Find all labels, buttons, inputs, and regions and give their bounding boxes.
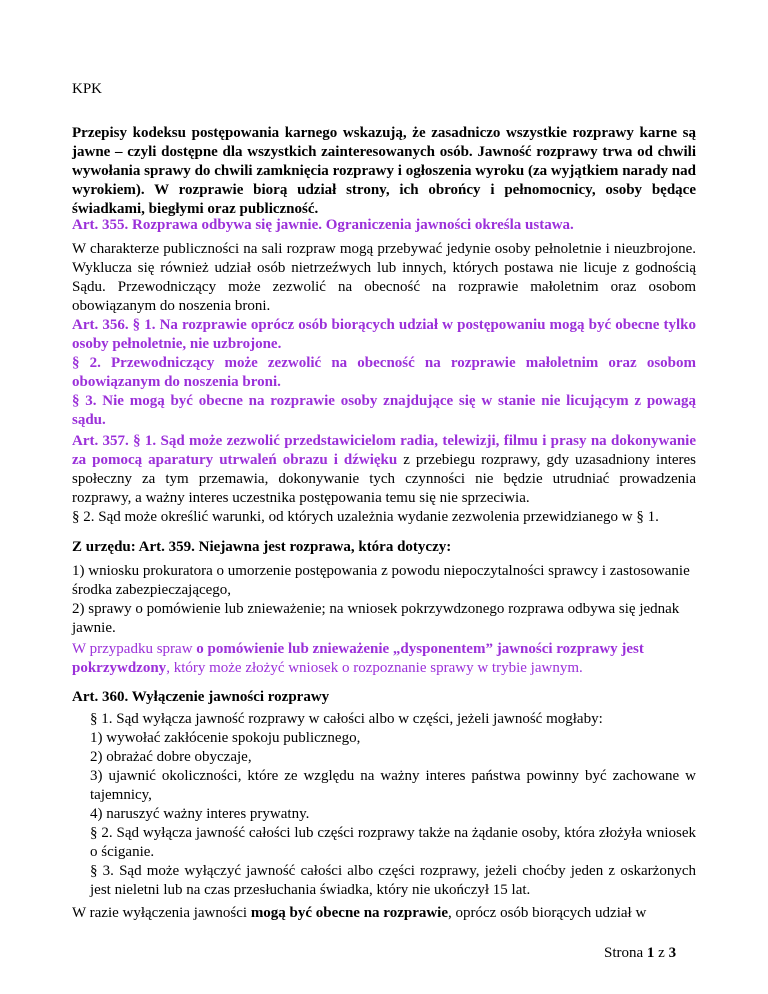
art-355-heading: Art. 355. Rozprawa odbywa się jawnie. Ograniczenia jawności określa ustawa. [72,217,574,233]
document-title: KPK [72,81,103,97]
art-360-body [90,710,696,900]
razie-paragraph [72,904,696,923]
page-current: 1 [646,945,655,961]
art-359-item-1: 1) wniosku prokuratora o umorzenie postępowania z powodu niepoczytalności sprawcy i zastosowanie środka zabezpieczającego, [72,563,690,598]
razie-pre: W razie wyłączenia jawności [72,905,251,921]
art-360-line: § 3. Sąd może wyłączyć jawność całości albo części rozprawy, jeżeli choćby jeden z oskarżonych jest nieletni lub na czas przesłuchania świadka, który nie ukończył 15 lat. [90,863,696,898]
art-355-description: W charakterze publiczności na sali rozpraw mogą przebywać jedynie osoby pełnoletnie i nieuzbrojone. Wyklucza się również udział osób nietrzeźwych lub innych, których postawa nie licuje z godnością Sądu. Przewodniczący może zezwolić na obecność na rozprawie małoletnim oraz osobom obowiązanym do noszenia broni. [72,241,696,314]
art-360-line: 1) wywołać zakłócenie spokoju publicznego, [90,730,361,746]
art-360-line: § 2. Sąd wyłącza jawność całości lub części rozprawy także na żądanie osoby, która złożyła wniosek o ściganie. [90,825,696,860]
art-360-line: § 1. Sąd wyłącza jawność rozprawy w całości albo w części, jeżeli jawność mogłaby: [90,711,603,727]
art-357-section [72,432,696,527]
art-356-par-2: § 2. Przewodniczący może zezwolić na obecność na rozprawie małoletnim oraz osobom obowiązanym do noszenia broni. [72,355,696,390]
art-360-line: 3) ujawnić okoliczności, które ze względu na ważny interes państwa powinny być zachowane w tajemnicy, [90,768,696,803]
art-356-par-3: § 3. Nie mogą być obecne na rozprawie osoby znajdujące się w stanie nie licującym z powagą sądu. [72,393,696,428]
art-360-line: 4) naruszyć ważny interes prywatny. [90,806,310,822]
przypadku-pre: W przypadku spraw [72,641,197,657]
przypadku-bold: o pomówienie lub znieważenie „dysponentem” jawności rozprawy jest pokrzywdzony [72,641,644,676]
page-total: 3 [668,945,677,961]
art-360-line: 2) obrażać dobre obyczaje, [90,749,252,765]
art-356-par-1: Art. 356. § 1. Na rozprawie oprócz osób biorących udział w postępowaniu mogą być obecne tylko osoby pełnoletnie, nie uzbrojone. [72,317,696,352]
art-357-par-2: § 2. Sąd może określić warunki, od których uzależnia wydanie zezwolenia przewidzianego w § 1. [72,509,659,525]
razie-post: , oprócz osób biorących udział w [448,905,647,921]
art-357-rest: z przebiegu rozprawy, gdy uzasadniony interes społeczny za tym przemawia, dokonywanie tych czynności nie będzie utrudniać prowadzenia rozprawy, a ważny interes uczestnika postępowania temu się nie sprzeciwia. [72,452,697,506]
art-359-heading: Z urzędu: Art. 359. Niejawna jest rozprawa, która dotyczy: [72,539,452,555]
art-360-heading: Art. 360. Wyłączenie jawności rozprawy [72,689,330,705]
page-label: Strona [604,945,647,961]
page-number [604,944,676,963]
page-separator: z [654,945,669,961]
przypadku-post: , który może złożyć wniosek o rozpoznanie sprawy w trybie jawnym. [166,660,583,676]
razie-bold: mogą być obecne na rozprawie [250,905,449,921]
art-357-par-1 [72,432,696,508]
intro-paragraph: Przepisy kodeksu postępowania karnego wskazują, że zasadniczo wszystkie rozprawy karne są jawne – czyli dostępne dla wszystkich zainteresowanych osób. Jawność rozprawy trwa od chwili wywołania sprawy do chwili zamknięcia rozprawy i ogłoszenia wyroku (za wyjątkiem narady nad wyrokiem). W rozprawie biorą udział strony, ich obrońcy i pełnomocnicy, osoby będące świadkami, biegłymi oraz publiczność. [72,125,696,217]
art-359-item-2: 2) sprawy o pomówienie lub znieważenie; na wniosek pokrzywdzonego rozprawa odbywa się jednak jawnie. [72,601,680,636]
art-356-section [72,316,696,430]
przypadku-paragraph [72,640,696,678]
art-357-bold-lead: Art. 357. § 1. Sąd może zezwolić przedstawicielom radia, telewizji, filmu i prasy na dokonywanie za pomocą aparatury utrwaleń obrazu i dźwięku [72,433,696,468]
